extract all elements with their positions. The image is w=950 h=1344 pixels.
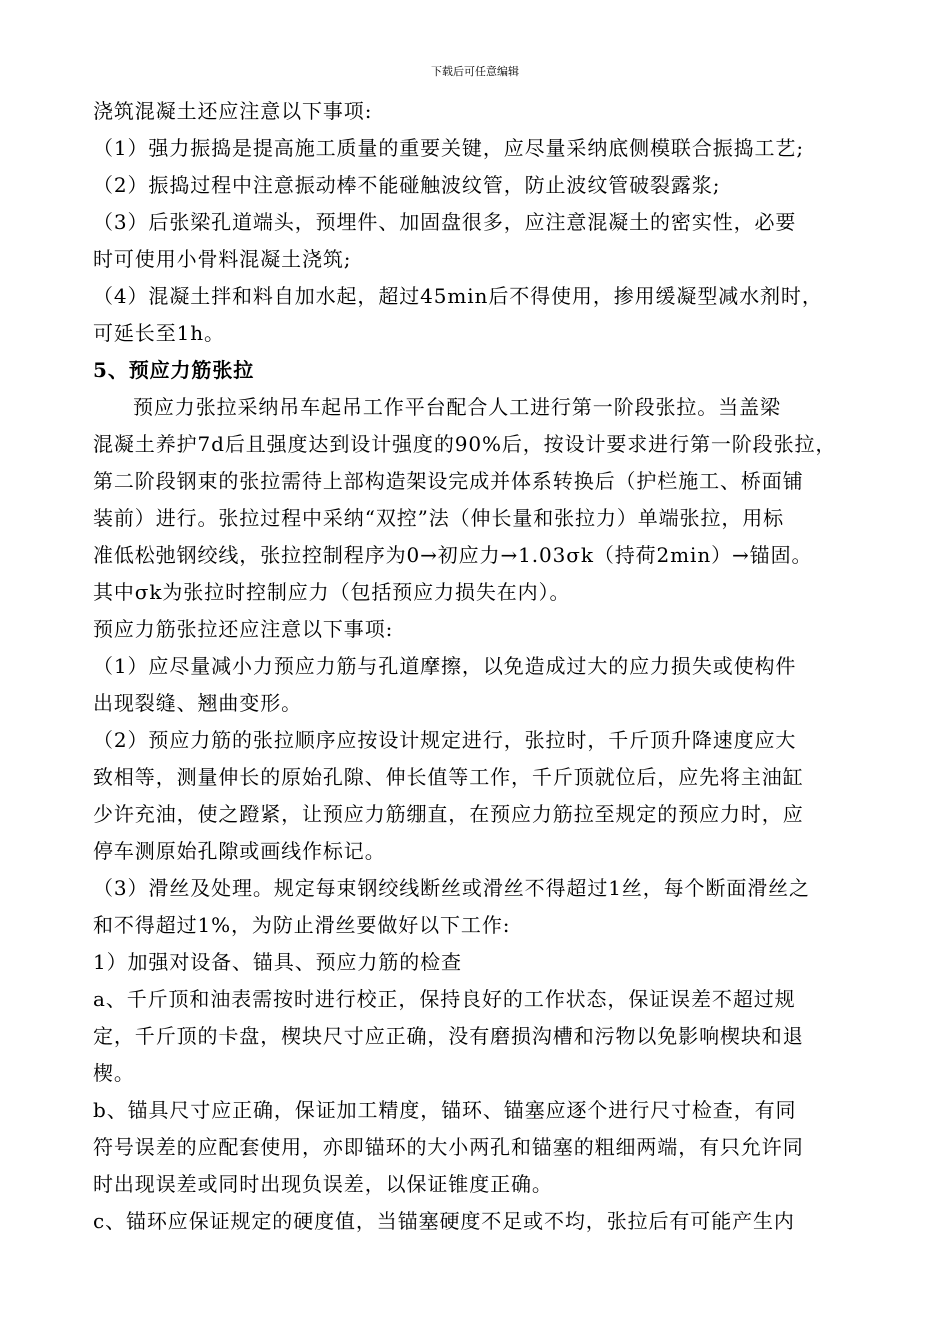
paragraph-line: 第二阶段钢束的张拉需待上部构造架设完成并体系转换后（护栏施工、桥面铺 xyxy=(93,469,804,493)
paragraph-line: 预应力张拉采纳吊车起吊工作平台配合人工进行第一阶段张拉。当盖梁 xyxy=(133,395,781,419)
paragraph-line: 时可使用小骨料混凝土浇筑; xyxy=(93,247,352,271)
paragraph-line: 出现裂缝、翘曲变形。 xyxy=(93,691,302,715)
paragraph-line: 停车测原始孔隙或画线作标记。 xyxy=(93,839,386,863)
paragraph-line: 准低松弛钢绞线，张拉控制程序为0→初应力→1.03σk（持荷2min）→锚固。 xyxy=(93,543,813,567)
paragraph-line: （4）混凝土拌和料自加水起，超过45min后不得使用，掺用缓凝型减水剂时， xyxy=(93,284,823,308)
paragraph-line: 和不得超过1%，为防止滑丝要做好以下工作: xyxy=(93,913,511,937)
paragraph-line: 致相等，测量伸长的原始孔隙、伸长值等工作，千斤顶就位后，应先将主油缸 xyxy=(93,765,804,789)
paragraph-line: 符号误差的应配套使用，亦即锚环的大小两孔和锚塞的粗细两端，有只允许同 xyxy=(93,1135,804,1159)
paragraph-line: 1）加强对设备、锚具、预应力筋的检查 xyxy=(93,950,462,974)
paragraph-line: （1）强力振捣是提高施工质量的重要关键，应尽量采纳底侧模联合振捣工艺; xyxy=(93,136,804,160)
paragraph-line: 预应力筋张拉还应注意以下事项: xyxy=(93,617,394,641)
paragraph-line: （3）后张梁孔道端头，预埋件、加固盘很多，应注意混凝土的密实性，必要 xyxy=(93,210,797,234)
paragraph-line: 可延长至1h。 xyxy=(93,321,225,345)
paragraph-line: c、锚环应保证规定的硬度值，当锚塞硬度不足或不均，张拉后有可能产生内 xyxy=(93,1209,795,1233)
page-header: 下载后可任意编辑 xyxy=(431,65,519,78)
paragraph-line: 少许充油，使之蹬紧，让预应力筋绷直，在预应力筋拉至规定的预应力时，应 xyxy=(93,802,804,826)
paragraph-line: 装前）进行。张拉过程中采纳“双控”法（伸长量和张拉力）单端张拉，用标 xyxy=(93,506,785,530)
paragraph-line: b、锚具尺寸应正确，保证加工精度，锚环、锚塞应逐个进行尺寸检查，有同 xyxy=(93,1098,797,1122)
paragraph-line: 其中σk为张拉时控制应力（包括预应力损失在内）。 xyxy=(93,580,571,604)
paragraph-line: 楔。 xyxy=(93,1061,135,1085)
paragraph-line: 混凝土养护7d后且强度达到设计强度的90%后，按设计要求进行第一阶段张拉， xyxy=(93,432,837,456)
document-body xyxy=(93,93,863,1240)
paragraph-line: （1）应尽量减小力预应力筋与孔道摩擦，以免造成过大的应力损失或使构件 xyxy=(93,654,797,678)
section-heading: 5、预应力筋张拉 xyxy=(93,358,255,382)
paragraph-line: （3）滑丝及处理。规定每束钢绞线断丝或滑丝不得超过1丝，每个断面滑丝之 xyxy=(93,876,810,900)
paragraph-line: （2）预应力筋的张拉顺序应按设计规定进行，张拉时，千斤顶升降速度应大 xyxy=(93,728,797,752)
paragraph-line: a、千斤顶和油表需按时进行校正，保持良好的工作状态，保证误差不超过规 xyxy=(93,987,796,1011)
paragraph-line: （2）振捣过程中注意振动棒不能碰触波纹管，防止波纹管破裂露浆; xyxy=(93,173,721,197)
paragraph-line: 定，千斤顶的卡盘，楔块尺寸应正确，没有磨损沟槽和污物以免影响楔块和退 xyxy=(93,1024,804,1048)
paragraph-line: 浇筑混凝土还应注意以下事项: xyxy=(93,99,373,123)
paragraph-line: 时出现误差或同时出现负误差，以保证锥度正确。 xyxy=(93,1172,553,1196)
